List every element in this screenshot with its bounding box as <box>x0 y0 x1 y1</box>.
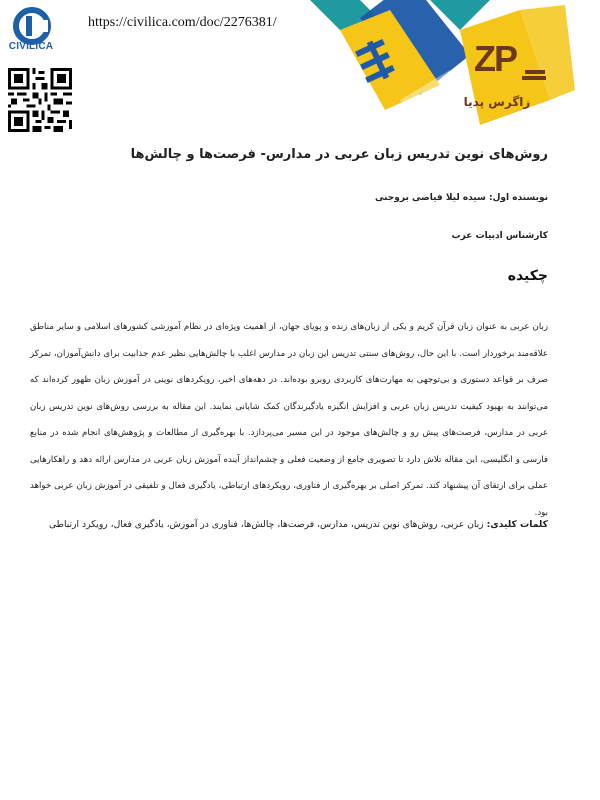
keywords-line <box>8 519 548 530</box>
author-affiliation: کارشناس ادبیات عرب <box>451 231 548 241</box>
article-author: نویسنده اول: سیده لیلا فیاضی بروجنی <box>374 193 548 203</box>
keywords-text: زبان عربی، روش‌های نوین تدریس، مدارس، فرصت‌ها، چالش‌ها، فناوری در آموزش، یادگیری فعال، رویکرد ارتباطی <box>49 519 487 530</box>
qr-code-icon[interactable] <box>8 68 72 132</box>
publisher-logo-mark: ZP <box>474 38 517 79</box>
publisher-banner <box>300 0 600 130</box>
document-url[interactable]: https://civilica.com/doc/2276381/ <box>88 15 277 30</box>
article-title: روش‌های نوین تدریس زبان عربی در مدارس- فرصت‌ها و چالش‌ها <box>130 147 548 162</box>
abstract-body: زبان عربی به عنوان زبان قرآن کریم و یکی از زبان‌های زنده و پویای جهان، از اهمیت ویژه‌ای در نظام آموزشی کشورهای اسلامی و سایر مناطق علاقه‌مند برخوردار است. با این حال، روش‌های سنتی تدریس این زبان در مدارس اغلب با چالش‌هایی نظیر عدم جذابیت برای دانش‌آموزان، تمرکز صرف بر قواعد دستوری و بی‌توجهی به مهارت‌های کاربردی روبرو بوده‌اند. در دهه‌های اخیر، رویکردهای نوینی در آموزش زبان ظهور کرده‌اند که می‌توانند به بهبود کیفیت تدریس زبان عربی و افزایش انگیزه یادگیرندگان کمک شایانی نمایند. این مقاله به بررسی روش‌های نوین تدریس زبان عربی در مدارس، فرصت‌های پیش رو و چالش‌های موجود در این مسیر می‌پردازد. با بهره‌گیری از مطالعات و پژوهش‌های انجام شده در منابع فارسی و انگلیسی، این مقاله تلاش دارد تا تصویری جامع از وضعیت فعلی و چشم‌انداز آینده آموزش زبان عربی در مدارس ارائه دهد و راهکارهایی عملی برای ارتقای آن پیشنهاد کند. تمرکز اصلی بر بهره‌گیری از فناوری، رویکردهای ارتباطی، یادگیری فعال و تلفیقی در آموزش زبان عربی خواهد بود. <box>30 322 548 518</box>
abstract-heading: چکیده <box>507 268 548 284</box>
logo-text: CIVILICA <box>8 41 54 52</box>
keywords-label: کلمات کلیدی: <box>486 519 548 530</box>
publisher-name: زاگرس پدیا <box>463 95 531 109</box>
